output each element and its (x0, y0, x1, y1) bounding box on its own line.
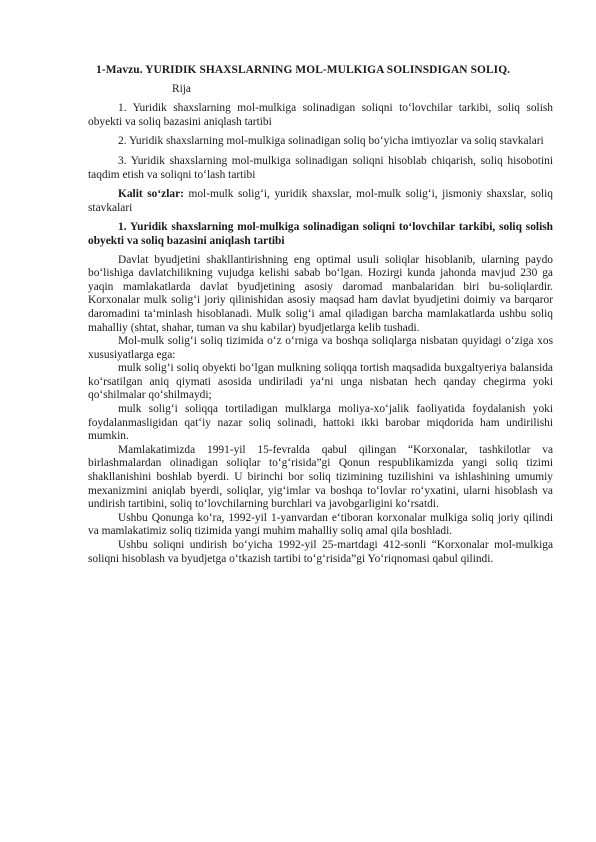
document-page (88, 64, 553, 566)
paragraph-3: mulk solig‘i soliq obyekti bo‘lgan mulkning soliqqa tortish maqsadida buxgaltyeriya balansida ko‘rsatilgan aniq qiymati asosida undiriladi ya‘ni unga nisbatan hech qanday chegirma yoki qo‘shilmalar qo‘shilmaydi; (88, 362, 553, 402)
document-title: 1-Mavzu. YURIDIK SHAXSLARNING MOL-MULKIGA SOLINSDIGAN SOLIQ. (96, 64, 511, 76)
plan-label: Rija (172, 82, 191, 95)
keywords-label: Kalit so‘zlar: (118, 188, 184, 201)
plan-item-2: 2. Yuridik shaxslarning mol-mulkiga solinadigan soliq bo‘yicha imtiyozlar va soliq stavkalari (118, 135, 544, 148)
plan-item-1: 1. Yuridik shaxslarning mol-mulkiga solinadigan soliqni to‘lovchilar tarkibi, soliq solish obyekti va soliq bazasini aniqlash tartibi (88, 102, 553, 128)
paragraph-2: Mol-mulk solig‘i soliq tizimida o‘z o‘rniga va boshqa soliqlarga nisbatan quyidagi o‘ziga xos xususiyatlarga ega: (88, 335, 553, 361)
paragraph-1: Davlat byudjetini shakllantirishning eng optimal usuli soliqlar hisoblanib, ularning paydo bo‘lishiga davlatchilikning vujudga kelishi sabab bo‘lgan. Hozirgi kunda jahonda mavjud 230 ga yaqin mamlakatlarda davlat byudjetining asosiy daromad manbalaridan biri bu-soliqlardir. Korxonalar mulk solig‘i joriy qilinishidan asosiy maqsad ham davlat byudjetini doimiy va barqaror daromadini ta‘minlash hisoblanadi. Mulk solig‘i amal qiladigan barcha mamlakatlarda ushbu soliq mahalliy (shtat, shahar, tuman va shu kabilar) byudjetlarga kelib tushadi. (88, 253, 553, 334)
paragraph-4: mulk solig‘i soliqqa tortiladigan mulklarga moliya-xo‘jalik faoliyatida foydalanish yoki foydalanmasligidan qat‘iy nazar soliq solinadi, hattoki ikki barobar miqdorida ham undirilishi mumkin. (88, 403, 553, 443)
plan-item-3: 3. Yuridik shaxslarning mol-mulkiga solinadigan soliqni hisoblab chiqarish, soliq hisobotini taqdim etish va soliqni to‘lash tartibi (88, 154, 553, 181)
paragraph-6: Ushbu Qonunga ko‘ra, 1992-yil 1-yanvardan e‘tiboran korxonalar mulkiga soliq joriy qilindi va mamlakatimiz soliq tizimida yangi muhim mahalliy soliq amal qila boshladi. (88, 511, 553, 538)
paragraph-5: Mamlakatimizda 1991-yil 15-fevralda qabul qilingan “Korxonalar, tashkilotlar va birlashmalardan olinadigan soliqlar to‘g‘risida”gi Qonun respublikamizda yangi soliq tizimi shakllanishini boshlab byerdi. U birinchi bor soliq tizimining tuzilishini va ishlashining umumiy mexanizmini aniqlab byerdi, soliqlar, yig‘imlar va boshqa to‘lovlar ro‘yxatini, ularni hisoblash va undirish tartibini, soliq to‘lovchilarning burchlari va javobgarligini ko‘rsatdi. (88, 443, 553, 511)
keywords-line (88, 188, 553, 215)
keywords-text: mol-mulk solig‘i, yuridik shaxslar, mol-mulk solig‘i, jismoniy shaxslar, soliq stavkalari (88, 188, 554, 214)
paragraph-7: Ushbu soliqni undirish bo‘yicha 1992-yil 25-martdagi 412-sonli “Korxonalar mol-mulkiga soliqni hisoblash va byudjetga o‘tkazish tartibi to‘g‘risida”gi Yo‘riqnomasi qabul qilindi. (88, 539, 553, 565)
section-heading: 1. Yuridik shaxslarning mol-mulkiga solinadigan soliqni to‘lovchilar tarkibi, soliq solish obyekti va soliq bazasini aniqlash tartibi (88, 221, 553, 247)
